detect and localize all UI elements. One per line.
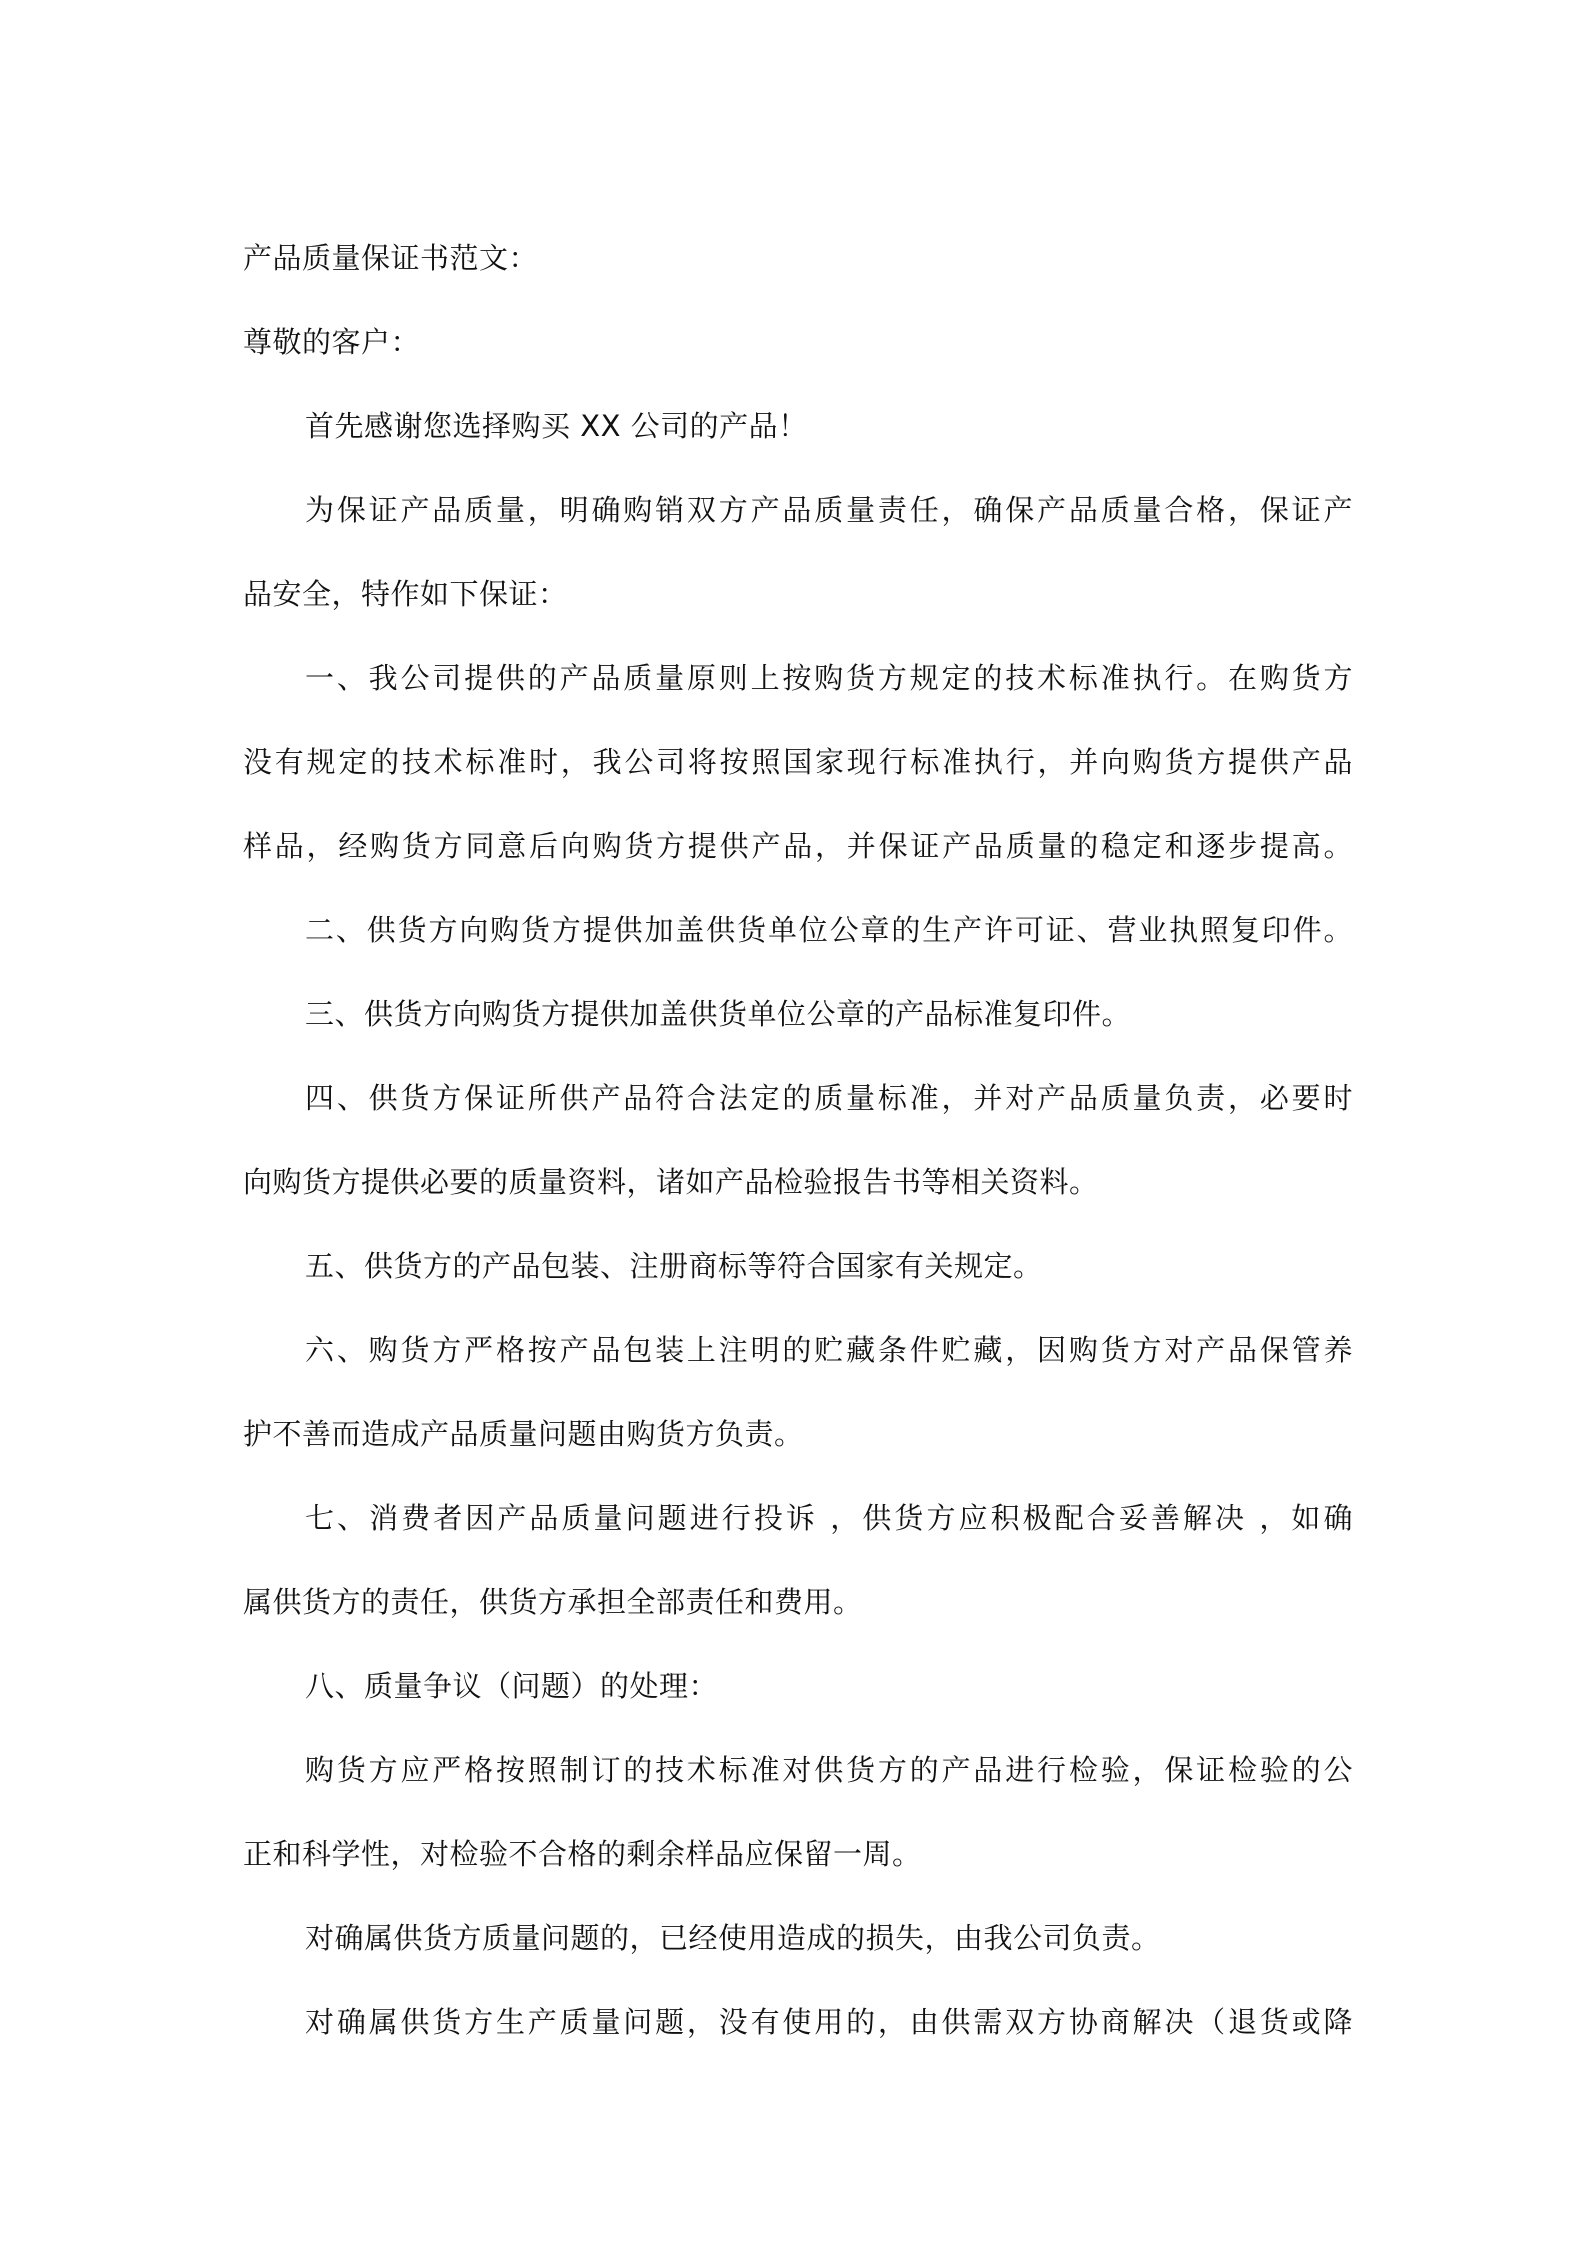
text-line: 产品质量保证书范文： <box>243 241 539 275</box>
text-line: 品安全，特作如下保证： <box>243 577 568 611</box>
text-line: 尊敬的客户： <box>243 325 421 359</box>
text-line: 一、我公司提供的产品质量原则上按购货方规定的技术标准执行。在购货方 <box>305 661 1353 695</box>
text-line: 为保证产品质量，明确购销双方产品质量责任，确保产品质量合格，保证产 <box>305 493 1353 527</box>
text-line: 首先感谢您选择购买 XX 公司的产品！ <box>305 409 808 443</box>
text-line: 正和科学性，对检验不合格的剩余样品应保留一周。 <box>243 1837 922 1871</box>
text-line: 二、供货方向购货方提供加盖供货单位公章的生产许可证、营业执照复印件。 <box>305 913 1353 947</box>
text-line: 样品，经购货方同意后向购货方提供产品，并保证产品质量的稳定和逐步提高。 <box>243 829 1353 863</box>
text-line: 对确属供货方质量问题的，已经使用造成的损失，由我公司负责。 <box>305 1921 1161 1955</box>
text-line: 六、购货方严格按产品包装上注明的贮藏条件贮藏，因购货方对产品保管养 <box>305 1333 1353 1367</box>
text-line: 护不善而造成产品质量问题由购货方负责。 <box>243 1417 804 1451</box>
text-line: 八、质量争议（问题）的处理： <box>305 1669 719 1703</box>
text-line: 四、供货方保证所供产品符合法定的质量标准，并对产品质量负责，必要时 <box>305 1081 1353 1115</box>
text-line: 属供货方的责任，供货方承担全部责任和费用。 <box>243 1585 863 1619</box>
text-line: 三、供货方向购货方提供加盖供货单位公章的产品标准复印件。 <box>305 997 1132 1031</box>
text-line: 七、消费者因产品质量问题进行投诉 ，供货方应积极配合妥善解决 ，如确 <box>305 1501 1353 1535</box>
text-line: 向购货方提供必要的质量资料，诸如产品检验报告书等相关资料。 <box>243 1165 1099 1199</box>
document-body <box>243 216 1353 2064</box>
text-line: 没有规定的技术标准时，我公司将按照国家现行标准执行，并向购货方提供产品 <box>243 745 1353 779</box>
text-line: 五、供货方的产品包装、注册商标等符合国家有关规定。 <box>305 1249 1043 1283</box>
text-line: 对确属供货方生产质量问题，没有使用的，由供需双方协商解决（退货或降 <box>305 2005 1353 2039</box>
text-line: 购货方应严格按照制订的技术标准对供货方的产品进行检验，保证检验的公 <box>305 1753 1353 1787</box>
